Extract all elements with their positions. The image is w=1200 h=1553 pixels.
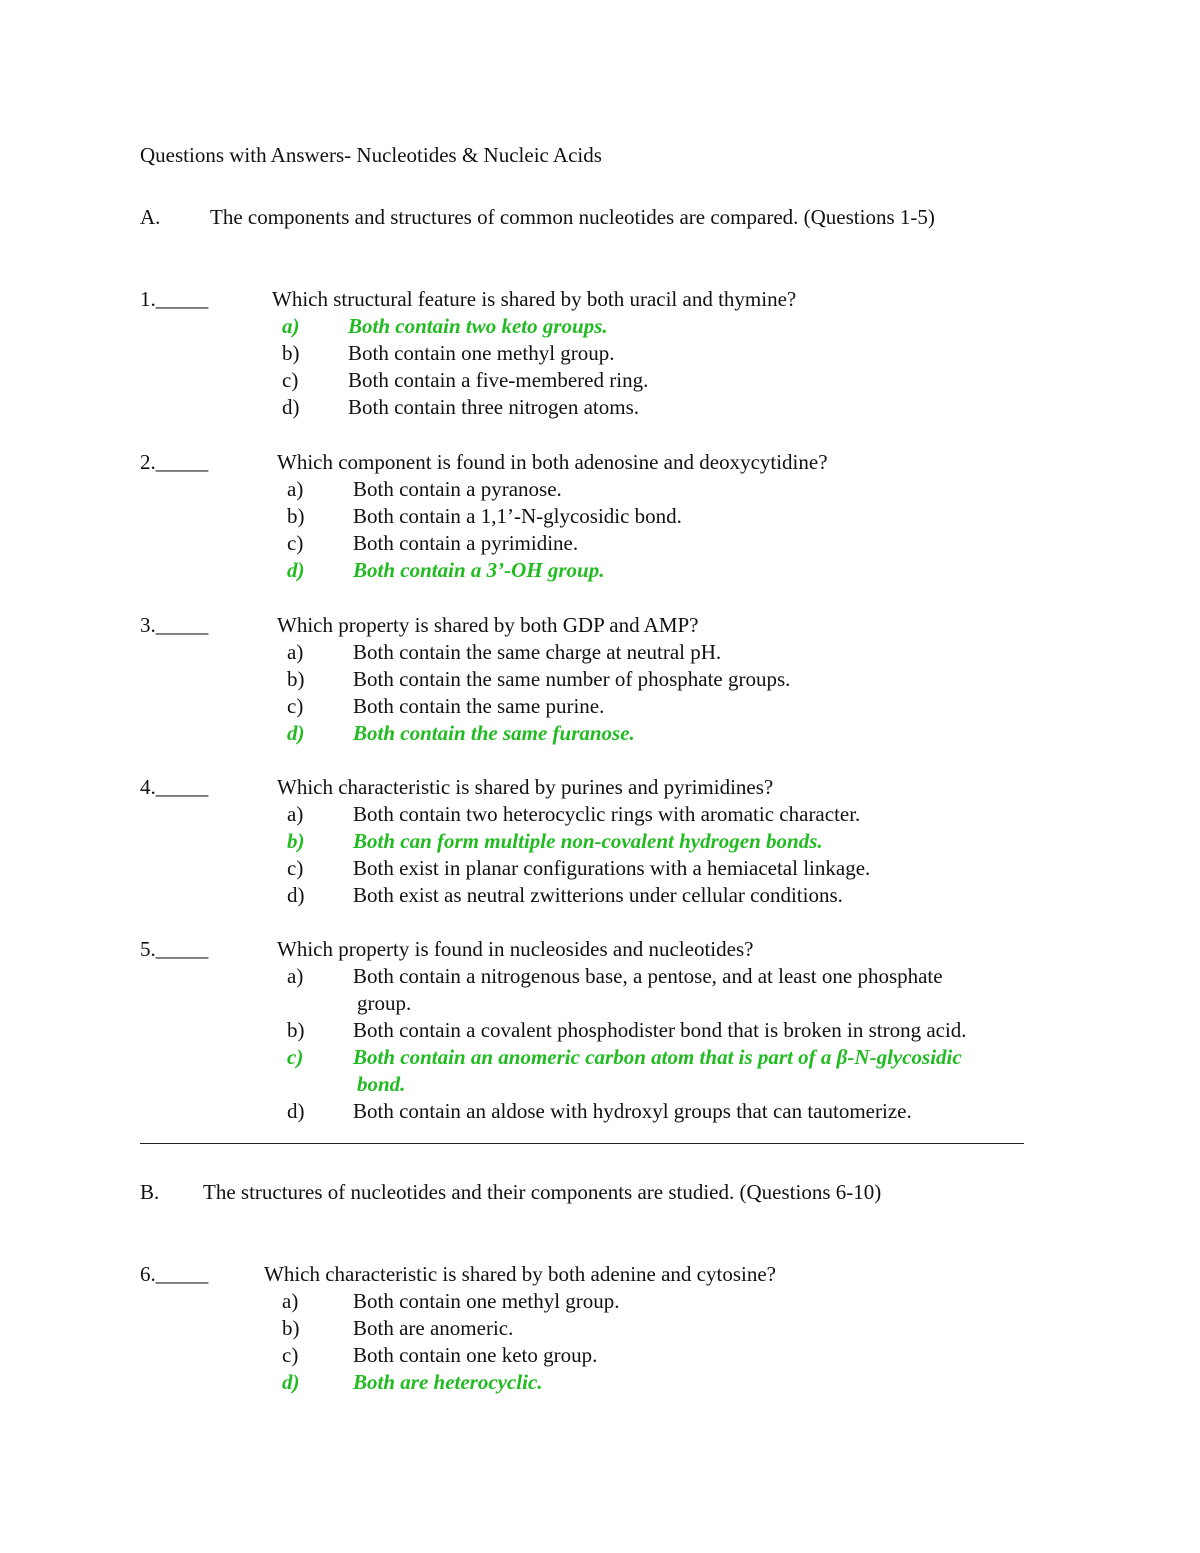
option-text: Both exist in planar configurations with a hemiacetal linkage. [353,856,871,880]
option-text: Both contain a 1,1’-N-glycosidic bond. [353,504,682,528]
option-c [140,856,1060,883]
question-number: 6._____ [140,1262,209,1286]
option-label: c) [287,694,304,718]
option-label: a) [282,314,300,338]
question-number: 5._____ [140,937,209,961]
option-text: Both contain the same furanose. [353,721,635,745]
question-6 [140,1262,1060,1397]
option-text: Both contain the same number of phosphate groups. [353,667,791,691]
option-text: Both contain two heterocyclic rings with aromatic character. [353,802,861,826]
option-text: Both contain a nitrogenous base, a pentose, and at least one phosphate [353,964,943,988]
option-b [140,667,1060,694]
option-label: d) [287,558,305,582]
option-text: Both can form multiple non-covalent hydrogen bonds. [353,829,823,853]
option-text: Both contain three nitrogen atoms. [348,395,640,419]
option-label: c) [287,1045,304,1069]
section-letter: A. [140,205,161,229]
option-text: Both exist as neutral zwitterions under cellular conditions. [353,883,843,907]
option-a [140,640,1060,667]
option-label: b) [282,1316,300,1340]
option-text: Both contain a pyrimidine. [353,531,579,555]
question-text: Which characteristic is shared by purines and pyrimidines? [277,775,774,799]
question-5 [140,937,1060,1126]
option-a-correct [140,314,1060,341]
option-text-continued: bond. [357,1072,406,1096]
option-a [140,477,1060,504]
option-label: a) [287,477,304,501]
option-c [140,368,1060,395]
question-number: 4._____ [140,775,209,799]
option-label: d) [287,883,305,907]
section-b-heading [140,1180,881,1205]
option-c-correct [140,1045,1060,1099]
option-text: Both contain two keto groups. [348,314,608,338]
option-text: Both are anomeric. [353,1316,514,1340]
question-2 [140,450,1060,585]
option-label: a) [287,640,304,664]
question-text: Which component is found in both adenosine and deoxycytidine? [277,450,828,474]
option-d [140,883,1060,910]
option-text: Both contain a 3’-OH group. [353,558,605,582]
question-text: Which property is found in nucleosides and nucleotides? [277,937,754,961]
option-label: a) [282,1289,299,1313]
option-a [140,802,1060,829]
option-text: Both contain a five-membered ring. [348,368,649,392]
document-title: Questions with Answers- Nucleotides & Nucleic Acids [140,143,602,167]
question-number: 3._____ [140,613,209,637]
option-text: Both are heterocyclic. [353,1370,543,1394]
question-3 [140,613,1060,748]
section-text: The components and structures of common nucleotides are compared. (Questions 1-5) [210,205,935,229]
option-d-correct [140,721,1060,748]
option-d [140,395,1060,422]
option-d-correct [140,558,1060,585]
option-text: Both contain an anomeric carbon atom that is part of a β-N-glycosidic [353,1045,962,1069]
option-label: c) [282,1343,299,1367]
option-text: Both contain the same purine. [353,694,605,718]
section-divider [140,1143,1024,1144]
option-label: d) [287,1099,305,1123]
option-c [140,1343,1060,1370]
option-b [140,1316,1060,1343]
option-label: b) [287,829,305,853]
option-text: Both contain one methyl group. [353,1289,620,1313]
option-label: b) [287,504,305,528]
option-label: d) [282,395,300,419]
option-label: c) [282,368,299,392]
option-c [140,694,1060,721]
option-b-correct [140,829,1060,856]
option-text: Both contain a pyranose. [353,477,562,501]
option-text: Both contain a covalent phosphodister bond that is broken in strong acid. [353,1018,967,1042]
section-letter: B. [140,1180,160,1204]
option-d [140,1099,1060,1126]
option-label: b) [287,667,305,691]
option-label: c) [287,856,304,880]
option-label: b) [287,1018,305,1042]
option-text-continued: group. [357,991,412,1015]
option-label: c) [287,531,304,555]
option-text: Both contain one keto group. [353,1343,598,1367]
option-label: a) [287,802,304,826]
question-text: Which structural feature is shared by both uracil and thymine? [272,287,797,311]
section-a-heading [140,205,935,230]
question-number: 2._____ [140,450,209,474]
section-text: The structures of nucleotides and their components are studied. (Questions 6-10) [203,1180,882,1204]
option-b [140,504,1060,531]
option-a [140,964,1060,1018]
question-1 [140,287,1060,422]
option-text: Both contain an aldose with hydroxyl groups that can tautomerize. [353,1099,912,1123]
option-text: Both contain the same charge at neutral pH. [353,640,722,664]
question-number: 1._____ [140,287,209,311]
option-d-correct [140,1370,1060,1397]
option-text: Both contain one methyl group. [348,341,615,365]
option-c [140,531,1060,558]
option-b [140,1018,1060,1045]
option-b [140,341,1060,368]
question-text: Which property is shared by both GDP and AMP? [277,613,699,637]
option-label: d) [282,1370,300,1394]
option-label: b) [282,341,300,365]
question-text: Which characteristic is shared by both adenine and cytosine? [264,1262,776,1286]
option-label: a) [287,964,304,988]
question-4 [140,775,1060,910]
option-label: d) [287,721,305,745]
option-a [140,1289,1060,1316]
